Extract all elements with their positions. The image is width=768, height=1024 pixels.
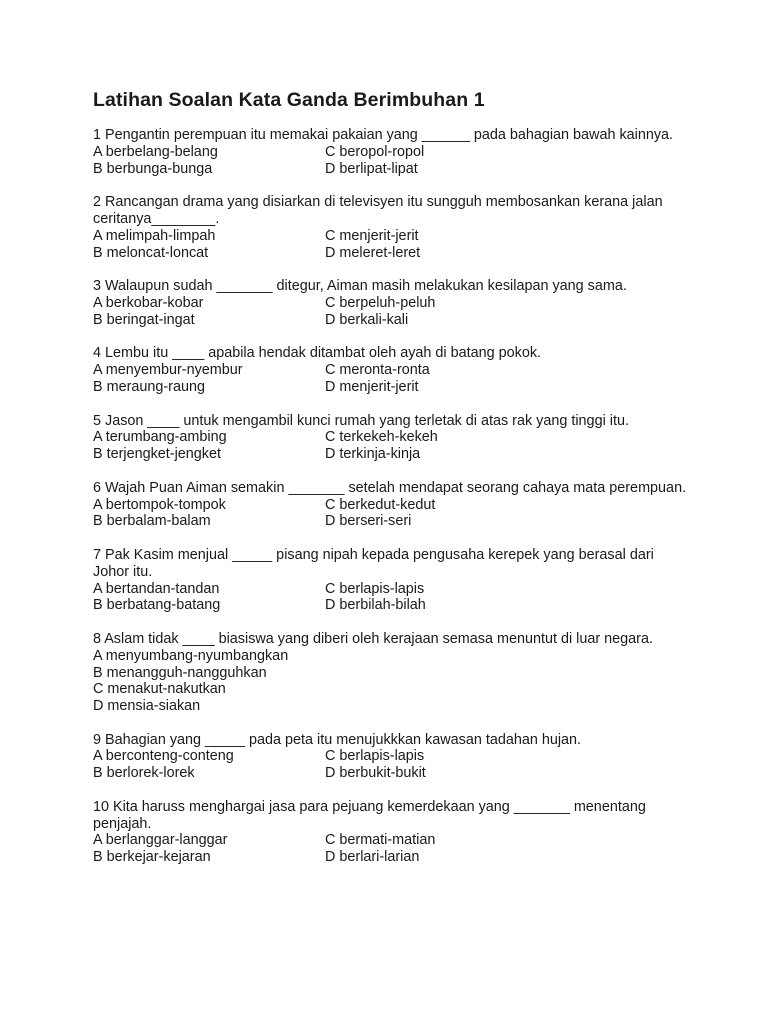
- option-b: B berbalam-balam: [93, 513, 211, 530]
- option-a: A berconteng-conteng: [93, 748, 234, 765]
- option-c: C menjerit-jerit: [325, 227, 419, 244]
- worksheet-page: [93, 88, 693, 883]
- question-text: 4 Lembu itu ____ apabila hendak ditambat oleh ayah di batang pokok.: [93, 345, 542, 362]
- option-d: D meleret-leret: [325, 244, 421, 261]
- question-item: [93, 278, 693, 328]
- option-c: C berpeluh-peluh: [325, 294, 436, 311]
- question-text: 6 Wajah Puan Aiman semakin _______ setelah mendapat seorang cahaya mata perempuan.: [93, 479, 687, 496]
- question-item: [93, 345, 693, 395]
- question-text: 3 Walaupun sudah _______ ditegur, Aiman masih melakukan kesilapan yang sama.: [93, 278, 627, 295]
- option-a: A melimpah-limpah: [93, 227, 216, 244]
- option-d: D berlari-larian: [325, 849, 420, 866]
- option-b: B berlorek-lorek: [93, 765, 195, 782]
- option-b: B terjengket-jengket: [93, 446, 221, 463]
- question-item: [93, 547, 693, 614]
- option-a: A berlanggar-langgar: [93, 832, 228, 849]
- option-list: [93, 144, 693, 178]
- option-a: A menyembur-nyembur: [93, 362, 243, 379]
- option-a: A menyumbang-nyumbangkan: [93, 647, 289, 664]
- option-d: D berbukit-bukit: [325, 765, 426, 782]
- question-item: [93, 799, 693, 866]
- option-b: B menangguh-nangguhkan: [93, 664, 267, 681]
- option-list: [93, 295, 693, 329]
- question-item: [93, 732, 693, 782]
- option-c: C berlapis-lapis: [325, 748, 425, 765]
- option-b: B berbunga-bunga: [93, 160, 213, 177]
- option-c: C beropol-ropol: [325, 143, 425, 160]
- question-text: 5 Jason ____ untuk mengambil kunci rumah yang terletak di atas rak yang tinggi itu.: [93, 412, 629, 429]
- option-d: D berlipat-lipat: [325, 160, 418, 177]
- question-item: [93, 194, 693, 261]
- option-b: B meraung-raung: [93, 378, 205, 395]
- question-text: 9 Bahagian yang _____ pada peta itu menujukkkan kawasan tadahan hujan.: [93, 731, 582, 748]
- option-c: C meronta-ronta: [325, 362, 430, 379]
- option-a: A berbelang-belang: [93, 143, 218, 160]
- question-item: [93, 631, 693, 715]
- question-item: [93, 127, 693, 177]
- option-list: [93, 497, 693, 531]
- option-b: B berkejar-kejaran: [93, 849, 211, 866]
- option-a: A bertompok-tompok: [93, 496, 226, 513]
- question-text: 1 Pengantin perempuan itu memakai pakaian yang ______ pada bahagian bawah kainnya.: [93, 127, 674, 143]
- option-a: A terumbang-ambing: [93, 429, 227, 446]
- option-list: [93, 648, 693, 715]
- option-list: [93, 228, 693, 262]
- option-list: [93, 748, 693, 782]
- option-c: C berkedut-kedut: [325, 496, 436, 513]
- option-d: D terkinja-kinja: [325, 446, 421, 463]
- option-list: [93, 581, 693, 615]
- question-item: [93, 413, 693, 463]
- option-b: B berbatang-batang: [93, 597, 221, 614]
- question-list: [93, 127, 693, 866]
- option-c: C bermati-matian: [325, 832, 436, 849]
- option-c: C berlapis-lapis: [325, 580, 425, 597]
- option-list: [93, 429, 693, 463]
- question-text: 2 Rancangan drama yang disiarkan di televisyen itu sungguh membosankan kerana jalan ceritanya________.: [93, 194, 663, 227]
- option-list: [93, 832, 693, 866]
- question-text: 8 Aslam tidak ____ biasiswa yang diberi oleh kerajaan semasa menuntut di luar negara.: [93, 630, 653, 647]
- option-d: D berseri-seri: [325, 513, 412, 530]
- option-c: C terkekeh-kekeh: [325, 429, 438, 446]
- question-text: 7 Pak Kasim menjual _____ pisang nipah kepada pengusaha kerepek yang berasal dari Johor itu.: [93, 546, 654, 580]
- option-a: A bertandan-tandan: [93, 580, 220, 597]
- option-d: D berbilah-bilah: [325, 597, 426, 614]
- option-d: D mensia-siakan: [93, 698, 201, 715]
- question-text: 10 Kita haruss menghargai jasa para pejuang kemerdekaan yang _______ menentang penjajah.: [93, 798, 646, 832]
- option-list: [93, 362, 693, 396]
- worksheet-title: Latihan Soalan Kata Ganda Berimbuhan 1: [93, 89, 485, 111]
- option-d: D berkali-kali: [325, 311, 409, 328]
- option-a: A berkobar-kobar: [93, 294, 204, 311]
- option-b: B meloncat-loncat: [93, 244, 209, 261]
- option-b: B beringat-ingat: [93, 311, 195, 328]
- question-item: [93, 480, 693, 530]
- option-d: D menjerit-jerit: [325, 378, 419, 395]
- option-c: C menakut-nakutkan: [93, 681, 226, 698]
